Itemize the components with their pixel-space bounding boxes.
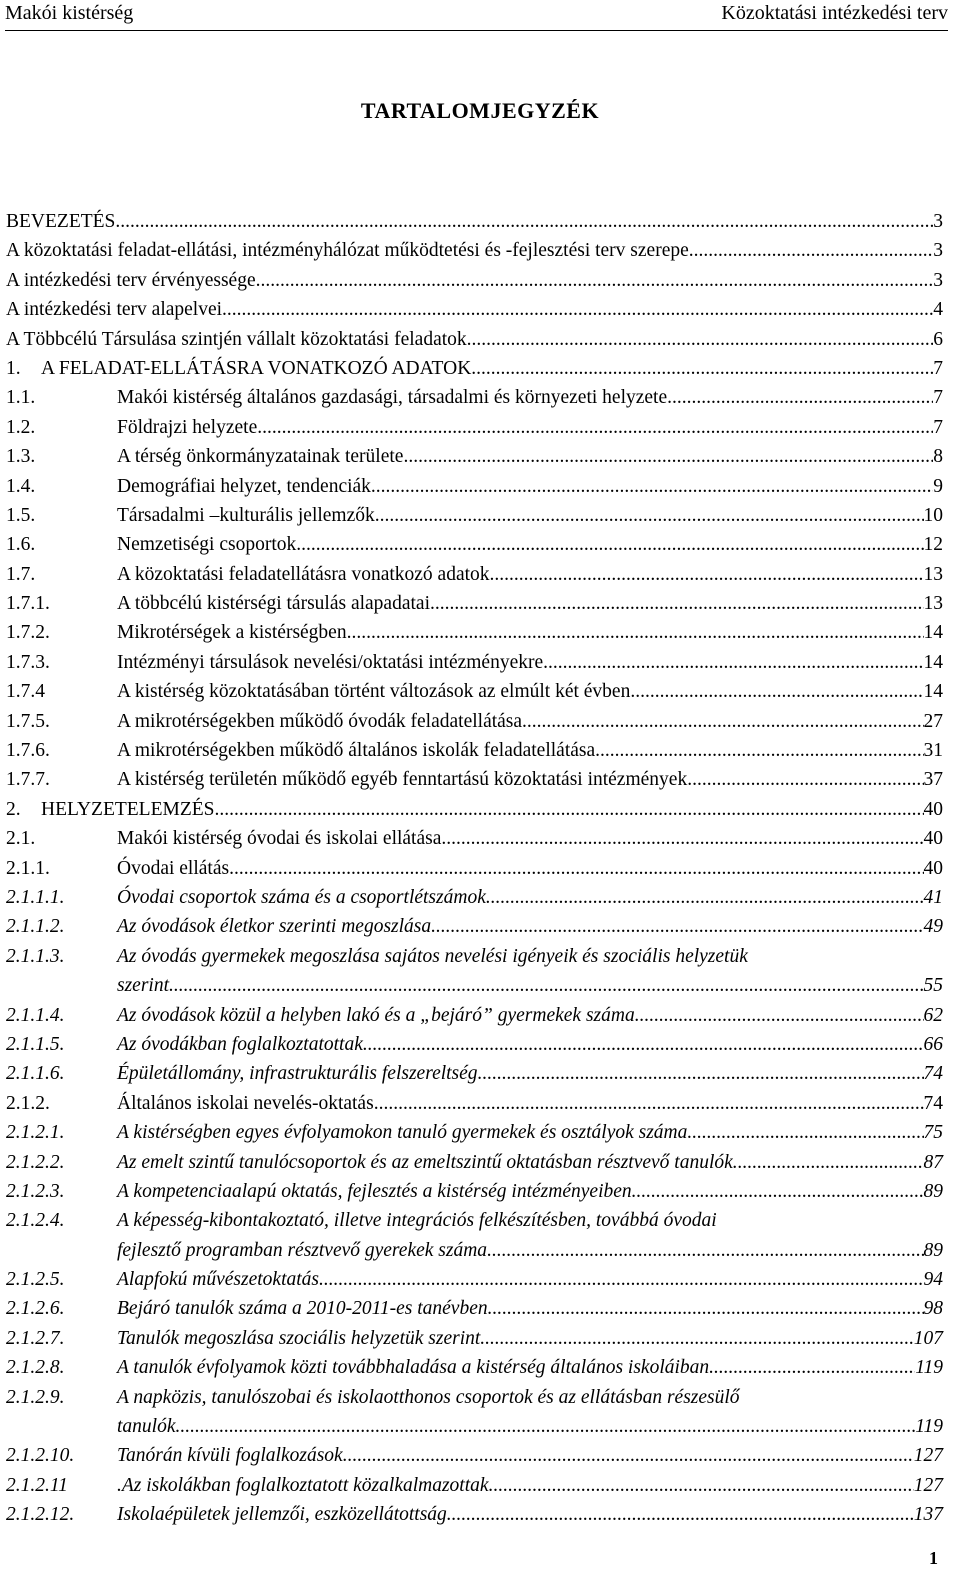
toc-dot-leader	[229, 854, 923, 883]
toc-entry-page: 75	[923, 1122, 943, 1144]
header-rule	[5, 30, 948, 31]
toc-entry-number: 2.1.2.4.	[6, 1210, 65, 1232]
toc-dot-leader	[215, 795, 924, 824]
toc-entry[interactable]	[6, 530, 943, 559]
page-header	[5, 2, 948, 30]
toc-entry-page: 3	[933, 269, 943, 291]
toc-dot-leader	[480, 1324, 913, 1353]
toc-entry[interactable]	[6, 413, 943, 442]
toc-entry-page: 87	[923, 1151, 943, 1173]
toc-entry-number: 1.6.	[6, 534, 36, 556]
toc-entry[interactable]	[6, 472, 943, 501]
toc-entry-page: 6	[933, 328, 943, 350]
toc-dot-leader	[689, 236, 933, 265]
toc-dot-leader	[467, 325, 934, 354]
toc-entry[interactable]	[6, 589, 943, 618]
header-right: Közoktatási intézkedési terv	[721, 2, 948, 24]
toc-entry-page: 3	[933, 211, 943, 232]
toc-entry[interactable]	[6, 824, 943, 853]
toc-dot-leader	[319, 1265, 924, 1294]
toc-entry-title: Az emelt szintű tanulócsoportok és az emeltszintű oktatásban résztvevő tanulók.	[117, 1151, 738, 1173]
toc-entry-page: 9	[933, 475, 943, 497]
toc-entry-title: Intézményi társulások nevelési/oktatási intézményekre	[117, 651, 544, 673]
toc-dot-leader	[632, 1177, 924, 1206]
toc-entry-title: Óvodai csoportok száma és a csoportlétszámok	[117, 886, 486, 908]
toc-entry-number: 2.1.2.7.	[6, 1327, 65, 1349]
toc-entry-number: 2.1.2.3.	[6, 1180, 65, 1202]
toc-entry-page: 41	[923, 886, 943, 908]
page-title: TARTALOMJEGYZÉK	[360, 98, 600, 123]
toc-entry-number: 2.	[6, 798, 21, 820]
toc-entry-number: 2.1.1.6.	[6, 1063, 65, 1085]
toc-dot-leader	[431, 912, 923, 941]
toc-entry[interactable]	[6, 1265, 943, 1294]
toc-dot-leader	[687, 765, 923, 794]
toc-entry-title: BEVEZETÉS	[6, 211, 116, 232]
toc-entry-title: A többcélú kistérségi társulás alapadatai	[117, 593, 430, 615]
toc-dot-leader	[488, 1294, 924, 1323]
toc-entry-title: A képesség-kibontakoztató, illetve integrációs felkészítésben, továbbá óvodai	[117, 1210, 717, 1232]
page-number: 1	[929, 1548, 938, 1568]
toc-dot-leader	[256, 266, 934, 295]
toc-dot-leader	[687, 1118, 923, 1147]
toc-entry-number: 1.2.	[6, 416, 36, 438]
toc-dot-leader	[709, 1353, 915, 1382]
toc-entry-page: 10	[923, 504, 943, 526]
toc-entry-title: A közoktatási feladatellátásra vonatkozó adatok	[117, 563, 490, 585]
toc-dot-leader	[430, 589, 924, 618]
toc-dot-leader	[471, 354, 933, 383]
toc-entry-page: 3	[933, 240, 943, 262]
toc-entry-page: 55	[923, 975, 943, 997]
toc-entry[interactable]	[6, 1471, 943, 1500]
toc-entry-title: A intézkedési terv alapelvei	[6, 299, 223, 321]
toc-entry-title-cont: tanulók	[117, 1416, 176, 1438]
toc-dot-leader	[489, 1471, 914, 1500]
toc-entry-number: 1.7.1.	[6, 593, 50, 615]
toc-entry-title: Makói kistérség óvodai és iskolai ellátása	[117, 828, 442, 850]
toc-dot-leader	[296, 530, 923, 559]
toc-dot-leader	[595, 736, 923, 765]
toc-entry-title: Tanórán kívüli foglalkozások	[117, 1445, 343, 1467]
toc-entry-page: 89	[923, 1239, 943, 1261]
toc-entry-number: 1.7.4	[6, 681, 45, 703]
toc-entry-title: A Többcélú Társulása szintjén vállalt közoktatási feladatok	[6, 328, 467, 350]
toc-entry-page: 27	[923, 710, 943, 732]
toc-dot-leader	[667, 383, 933, 412]
toc-entry-page: 94	[923, 1269, 943, 1291]
toc-entry-number: 1.7.3.	[6, 651, 50, 673]
toc-entry-number: 2.1.2.12.	[6, 1504, 75, 1526]
toc-entry[interactable]	[6, 1441, 943, 1470]
toc-dot-leader	[543, 648, 923, 677]
toc-entry[interactable]	[6, 383, 943, 412]
toc-entry-number: 1.7.5.	[6, 710, 50, 732]
toc-entry[interactable]	[6, 266, 943, 295]
toc-entry[interactable]	[6, 1294, 943, 1323]
toc-entry-title: Tanulók megoszlása szociális helyzetük szerint	[117, 1327, 481, 1349]
toc-entry-number: 2.1.1.3.	[6, 945, 65, 967]
toc-entry-number: 2.1.2.1.	[6, 1122, 65, 1144]
toc-entry-page: 119	[915, 1357, 943, 1379]
toc-entry-title: A kistérségben egyes évfolyamokon tanuló gyermekek és osztályok száma	[117, 1122, 688, 1144]
toc-entry-title: A intézkedési terv érvényessége	[6, 269, 256, 291]
toc-entry-page: 31	[923, 740, 943, 762]
toc-entry-title: Általános iskolai nevelés-oktatás	[117, 1092, 374, 1114]
toc-dot-leader	[343, 1441, 914, 1470]
toc-entry-number: 2.1.1.1.	[6, 886, 65, 908]
toc-entry-title-cont: szerint	[117, 975, 170, 997]
toc-entry-page: 62	[923, 1004, 943, 1026]
toc-entry-title: Társadalmi –kulturális jellemzők	[117, 504, 375, 526]
toc-entry[interactable]	[6, 1148, 943, 1177]
toc-entry-number: 1.7.	[6, 563, 36, 585]
toc-entry-page: 14	[923, 651, 943, 673]
toc-entry-page: 14	[923, 622, 943, 644]
toc-entry-title: A mikrotérségekben működő óvodák feladatellátása	[117, 710, 523, 732]
toc-entry-number: 2.1.1.	[6, 857, 50, 879]
toc-entry[interactable]	[6, 942, 943, 1001]
toc-entry-number: 2.1.	[6, 828, 36, 850]
toc-entry-title: A térség önkormányzatainak területe	[117, 446, 404, 468]
toc-dot-leader	[487, 1236, 923, 1265]
toc-entry-title: A kistérség területén működő egyéb fenntartású közoktatási intézmények	[117, 769, 688, 791]
toc-entry[interactable]	[6, 1089, 943, 1118]
toc-entry-number: 2.1.1.2.	[6, 916, 65, 938]
toc-entry-page: 7	[933, 387, 943, 409]
toc-entry-title: Az óvodákban foglalkoztatottak	[117, 1033, 363, 1055]
toc-entry-number: 2.1.2.2.	[6, 1151, 65, 1173]
toc-entry-number: 2.1.2.8.	[6, 1357, 65, 1379]
toc-entry-title: Épületállomány, infrastrukturális felszereltség	[117, 1063, 478, 1085]
toc-dot-leader	[169, 971, 923, 1000]
toc-entry-title: A napközis, tanulószobai és iskolaotthonos csoportok és az ellátásban részesülő	[117, 1386, 740, 1408]
toc-entry-page: 137	[913, 1504, 943, 1526]
toc-dot-leader	[257, 413, 933, 442]
toc-entry-title: Földrajzi helyzete	[117, 416, 258, 438]
toc-entry[interactable]	[6, 1059, 943, 1088]
toc-entry-page: 12	[923, 534, 943, 556]
toc-entry[interactable]	[6, 1118, 943, 1147]
toc-dot-leader	[403, 442, 933, 471]
toc-dot-leader	[486, 883, 924, 912]
toc-entry[interactable]	[6, 1383, 943, 1442]
toc-dot-leader	[375, 501, 924, 530]
toc-entry-page: 49	[923, 916, 943, 938]
toc-entry[interactable]	[6, 883, 943, 912]
toc-entry-page: 66	[923, 1033, 943, 1055]
toc-entry[interactable]	[6, 560, 943, 589]
toc-entry-title-cont: fejlesztő programban résztvevő gyerekek száma	[117, 1239, 488, 1261]
toc-entry-number: 1.4.	[6, 475, 36, 497]
toc-entry-page: 8	[933, 446, 943, 468]
toc-entry-number: 2.1.2.6.	[6, 1298, 65, 1320]
toc-entry-title: Bejáró tanulók száma a 2010-2011-es tanévben	[117, 1298, 488, 1320]
toc-dot-leader	[630, 677, 923, 706]
toc-entry[interactable]	[6, 736, 943, 765]
toc-entry[interactable]	[6, 354, 943, 383]
toc-entry-title: A tanulók évfolyamok közti továbbhaladása a kistérség általános iskoláiban	[117, 1357, 710, 1379]
toc-entry-title: Makói kistérség általános gazdasági, társadalmi és környezeti helyzete	[117, 387, 668, 409]
toc-entry-number: 1.1.	[6, 387, 36, 409]
toc-entry-title: A kistérség közoktatásában történt változások az elmúlt két évben	[117, 681, 631, 703]
toc-entry-page: 89	[923, 1180, 943, 1202]
toc-entry[interactable]	[6, 325, 943, 354]
toc-entry-page: 74	[923, 1092, 943, 1114]
toc-entry[interactable]	[6, 912, 943, 941]
toc-entry-title: Az óvodások életkor szerinti megoszlása	[117, 916, 432, 938]
toc-entry[interactable]	[6, 295, 943, 324]
toc-entry-number: 1.7.6.	[6, 740, 50, 762]
toc-dot-leader	[371, 472, 933, 501]
toc-entry-page: 13	[923, 563, 943, 585]
toc-entry[interactable]	[6, 765, 943, 794]
toc-entry-number: 1.5.	[6, 504, 36, 526]
toc-entry-title: .Az iskolákban foglalkoztatott közalkalmazottak	[117, 1474, 489, 1496]
toc-dot-leader	[441, 824, 923, 853]
toc-entry-page: 4	[933, 299, 943, 321]
toc-entry-page: 7	[933, 416, 943, 438]
toc-entry-number: 1.7.7.	[6, 769, 50, 791]
toc-entry-page: 127	[913, 1445, 943, 1467]
toc-dot-leader	[738, 1148, 924, 1177]
toc-entry[interactable]	[6, 707, 943, 736]
toc-entry[interactable]	[6, 1001, 943, 1030]
toc-dot-leader	[374, 1089, 924, 1118]
toc-entry[interactable]	[6, 795, 943, 824]
toc-entry-number: 1.7.2.	[6, 622, 50, 644]
toc-dot-leader	[222, 295, 933, 324]
toc-dot-leader	[522, 707, 923, 736]
toc-entry-title: A közoktatási feladat-ellátási, intézményhálózat működtetési és -fejlesztési terv szerepe	[6, 240, 689, 262]
toc-entry[interactable]	[6, 1030, 943, 1059]
toc-entry-title: Mikrotérségek a kistérségben	[117, 622, 347, 644]
toc-entry-page: 127	[913, 1474, 943, 1496]
toc-entry[interactable]	[6, 501, 943, 530]
toc-entry-page: 14	[923, 681, 943, 703]
toc-dot-leader	[490, 560, 924, 589]
toc-dot-leader	[115, 207, 933, 236]
toc-entry-title: A kompetenciaalapú oktatás, fejlesztés a kistérség intézményeiben	[117, 1180, 632, 1202]
toc-entry-page: 40	[923, 798, 943, 820]
toc-entry[interactable]	[6, 1177, 943, 1206]
toc-entry[interactable]	[6, 236, 943, 265]
toc-entry[interactable]	[6, 1324, 943, 1353]
toc-dot-leader	[478, 1059, 924, 1088]
toc-entry[interactable]	[6, 1353, 943, 1382]
toc-entry[interactable]	[6, 677, 943, 706]
toc-entry-page: 13	[923, 593, 943, 615]
header-left: Makói kistérség	[5, 2, 134, 24]
toc-entry-title: Iskolaépületek jellemzői, eszközellátottság	[117, 1504, 447, 1526]
toc-entry-title: Az óvodások közül a helyben lakó és a „bejáró” gyermekek száma	[117, 1004, 635, 1026]
toc-entry-title: A mikrotérségekben működő általános iskolák feladatellátása	[117, 740, 596, 762]
toc-entry-number: 1.3.	[6, 446, 36, 468]
toc-entry-title: Az óvodás gyermekek megoszlása sajátos nevelési igényeik és szociális helyzetük	[117, 945, 748, 967]
toc-entry-number: 2.1.2.11	[6, 1474, 68, 1496]
toc-entry-page: 98	[923, 1298, 943, 1320]
table-of-contents	[6, 207, 943, 1530]
toc-entry-title: A FELADAT-ELLÁTÁSRA VONATKOZÓ ADATOK	[41, 357, 472, 379]
toc-entry-number: 2.1.2.5.	[6, 1269, 65, 1291]
toc-entry-page: 119	[915, 1416, 943, 1438]
toc-dot-leader	[363, 1030, 924, 1059]
toc-entry-title: Demográfiai helyzet, tendenciák	[117, 475, 371, 497]
toc-entry[interactable]	[6, 207, 943, 236]
toc-entry-page: 7	[933, 357, 943, 379]
toc-entry-title: Alapfokú művészetoktatás	[117, 1269, 319, 1291]
toc-entry-number: 2.1.2.10.	[6, 1445, 75, 1467]
toc-entry-number: 2.1.2.	[6, 1092, 50, 1114]
toc-entry-number: 1.	[6, 357, 21, 379]
toc-entry-page: 37	[923, 769, 943, 791]
toc-entry-number: 2.1.1.4.	[6, 1004, 65, 1026]
toc-entry-page: 74	[923, 1063, 943, 1085]
toc-entry[interactable]	[6, 1500, 943, 1529]
toc-entry[interactable]	[6, 854, 943, 883]
toc-entry-number: 2.1.2.9.	[6, 1386, 65, 1408]
toc-entry-number: 2.1.1.5.	[6, 1033, 65, 1055]
toc-entry-title: HELYZETELEMZÉS	[41, 798, 215, 820]
toc-entry-page: 40	[923, 857, 943, 879]
toc-entry[interactable]	[6, 618, 943, 647]
toc-entry[interactable]	[6, 648, 943, 677]
toc-entry-title: Nemzetiségi csoportok	[117, 534, 297, 556]
toc-dot-leader	[176, 1412, 916, 1441]
toc-dot-leader	[447, 1500, 914, 1529]
toc-dot-leader	[635, 1001, 924, 1030]
toc-entry[interactable]	[6, 1206, 943, 1265]
toc-entry-page: 107	[913, 1327, 943, 1349]
toc-entry-page: 40	[923, 828, 943, 850]
toc-entry-title: Óvodai ellátás	[117, 857, 230, 879]
toc-entry[interactable]	[6, 442, 943, 471]
toc-dot-leader	[347, 618, 924, 647]
